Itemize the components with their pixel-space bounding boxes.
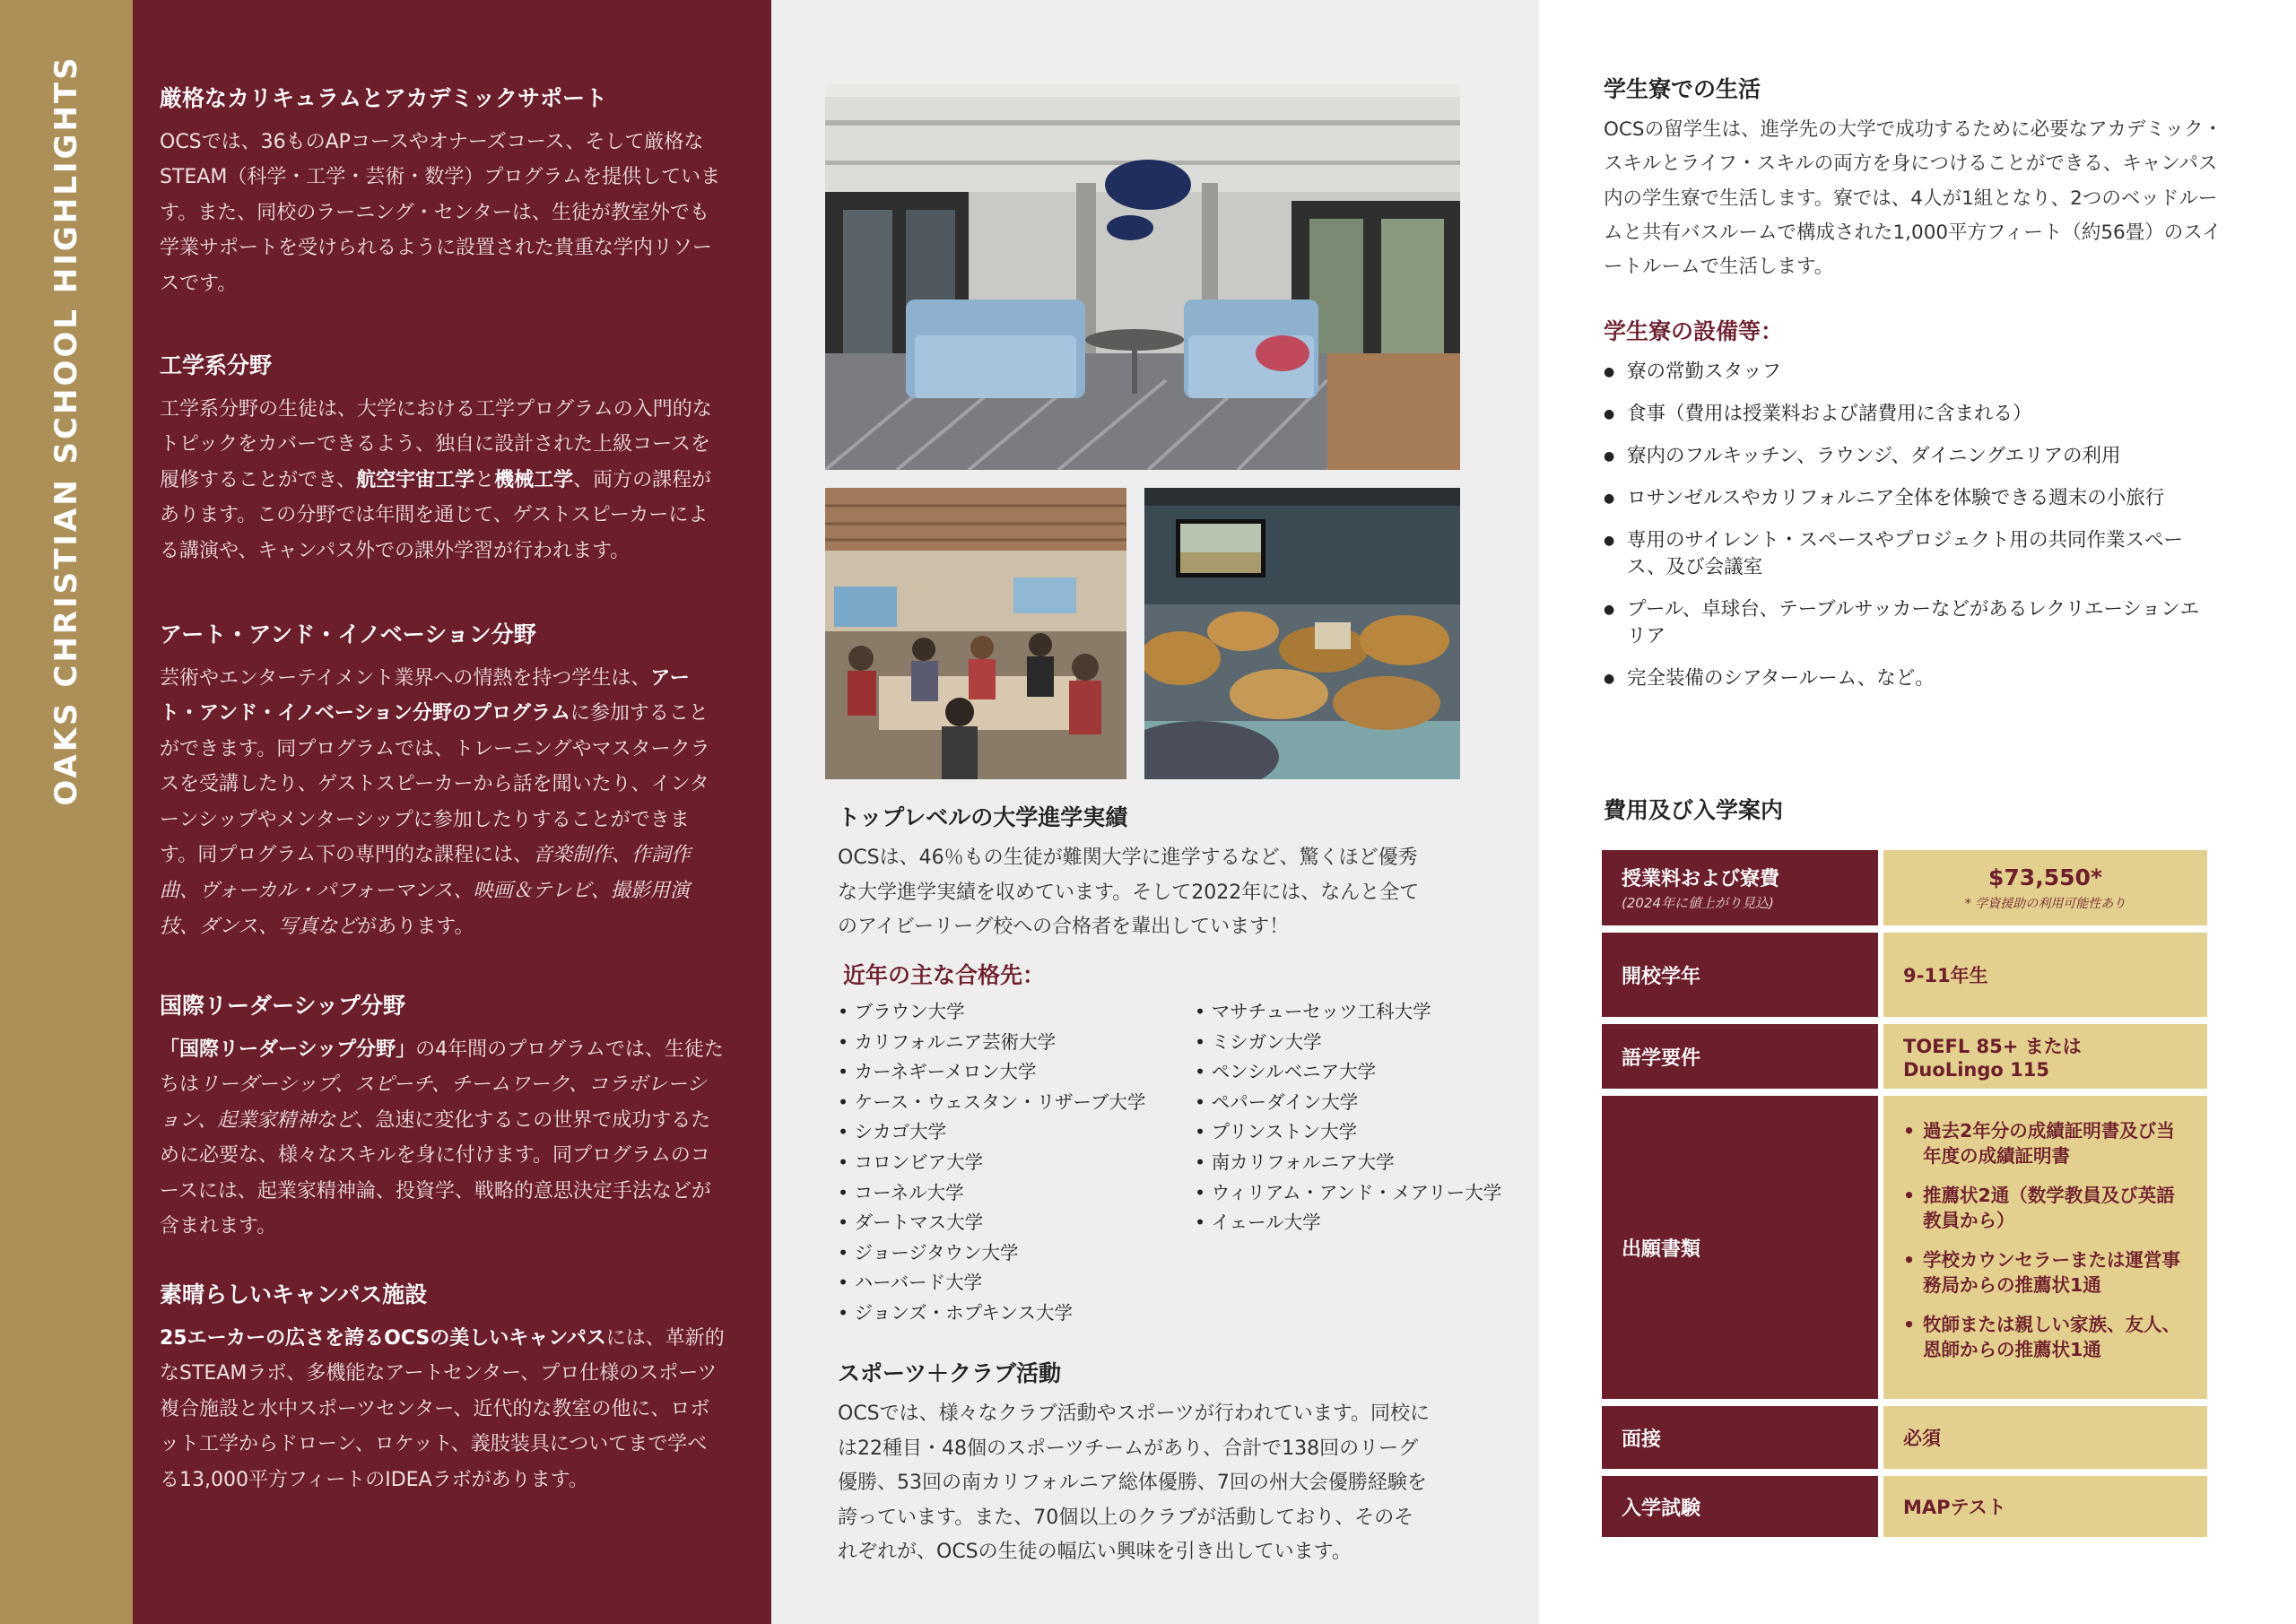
university-item: • 南カリフォルニア大学 xyxy=(1195,1148,1501,1178)
dorm-heading: 学生寮での生活 xyxy=(1604,76,1761,102)
sports-heading: スポーツ＋クラブ活動 xyxy=(838,1360,1062,1386)
engineering-body: 工学系分野の生徒は、大学における工学プログラムの入門的なトピックをカバーできるよう、独自に設計された上級コースを履修することができ、航空宇宙工学と機械工学、両方の課程があります。この分野では年間を通じて、ゲストスピーカーによる講演や、キャンパス外での課外学習が行われます。 xyxy=(160,397,712,562)
facility-item: ● 寮内のフルキッチン、ラウンジ、ダイニングエリアの利用 xyxy=(1604,443,2213,470)
vertical-title: OAKS CHRISTIAN SCHOOL HIGHLIGHTS xyxy=(48,55,84,806)
curriculum-heading: 厳格なカリキュラムとアカデミックサポート xyxy=(160,85,608,111)
exam-label: 入学試験 xyxy=(1602,1476,1878,1537)
university-item: • プリンストン大学 xyxy=(1195,1117,1501,1148)
document-item: • 過去2年分の成績証明書及び当年度の成績証明書 xyxy=(1903,1118,2187,1168)
fees-heading: 費用及び入学案内 xyxy=(1604,797,1784,823)
university-item: • カリフォルニア芸術大学 xyxy=(838,1028,1145,1058)
language-label: 語学要件 xyxy=(1602,1024,1878,1089)
interview-label: 面接 xyxy=(1602,1406,1878,1469)
university-item: • シカゴ大学 xyxy=(838,1117,1145,1148)
tuition-label-cell xyxy=(1602,850,1878,925)
university-list-left xyxy=(838,997,1145,1329)
facility-item: ● 専用のサイレント・スペースやプロジェクト用の共同作業スペース、及び会議室 xyxy=(1604,527,2213,581)
facility-item: ● プール、卓球台、テーブルサッカーなどがあるレクリエーションエリア xyxy=(1604,596,2213,650)
lounge-photo xyxy=(825,84,1460,470)
sports-body: OCSでは、様々なクラブ活動やスポーツが行われています。同校には22種目・48個のスポーツチームがあり、合計で138回のリーグ優勝、53回の南カリフォルニア総体優勝、7回の州大会優勝経験を誇っています。また、70個以上のクラブが活動しており、そのそれぞれが、OCSの生徒の幅広い興味を引き出しています。 xyxy=(838,1403,1431,1563)
engineering-heading: 工学系分野 xyxy=(160,352,273,378)
leadership-section xyxy=(160,992,725,1245)
grades-value: 9-11年生 xyxy=(1883,933,2207,1017)
document-item: • 牧師または親しい家族、友人、恩師からの推薦状1通 xyxy=(1903,1312,2187,1362)
curriculum-section xyxy=(160,84,725,301)
university-item: • ミシガン大学 xyxy=(1195,1028,1501,1058)
arts-section xyxy=(160,621,725,944)
university-item: • ジョージタウン大学 xyxy=(838,1238,1145,1269)
university-item: • ケース・ウェスタン・リザーブ大学 xyxy=(838,1088,1145,1118)
document-item: • 学校カウンセラーまたは運営事務局からの推薦状1通 xyxy=(1903,1247,2187,1298)
leadership-heading: 国際リーダーシップ分野 xyxy=(160,993,406,1019)
dorm-body: OCSの留学生は、進学先の大学で成功するために必要なアカデミック・スキルとライフ・スキルの両方を身につけることができる、キャンパス内の学生寮で生活します。寮では、4人が1組となり、2つのベッドルームと共有バスルームで構成された1,000平方フィート（約56畳）のスイートルームで生活します。 xyxy=(1604,118,2222,279)
campus-section xyxy=(160,1281,725,1498)
classroom-photo xyxy=(825,488,1126,779)
sidebar-strip xyxy=(0,0,133,1624)
university-item: • コーネル大学 xyxy=(838,1178,1145,1209)
university-item: • ダートマス大学 xyxy=(838,1208,1145,1238)
university-list-right xyxy=(1195,997,1501,1238)
highlights-column xyxy=(133,0,771,1624)
interview-value: 必須 xyxy=(1883,1406,2207,1469)
engineering-section xyxy=(160,352,725,569)
arts-body: 芸術やエンターテイメント業界への情熱を持つ学生は、アート・アンド・イノベーション分野のプログラムに参加することができます。同プログラムでは、トレーニングやマスタークラスを受講したり、ゲストスピーカーから話を聞いたり、インターンシップやメンターシップに参加したりすることができます。同プログラム下の専門的な課程には、音楽制作、作詞作曲、ヴォーカル・パフォーマンス、映画＆テレビ、撮影用演技、ダンス、写真などがあります。 xyxy=(160,666,710,938)
grades-label: 開校学年 xyxy=(1602,933,1878,1017)
arts-heading: アート・アンド・イノベーション分野 xyxy=(160,621,536,647)
results-section xyxy=(838,800,1430,945)
results-heading: トップレベルの大学進学実績 xyxy=(838,804,1128,830)
university-item: • ジョンズ・ホプキンス大学 xyxy=(838,1298,1145,1329)
university-item: • ペンシルベニア大学 xyxy=(1195,1057,1501,1088)
facilities-list xyxy=(1604,359,2213,708)
university-item: • ハーバード大学 xyxy=(838,1268,1145,1298)
tuition-value-note: * 学資援助の利用可能性あり xyxy=(1964,896,2126,911)
university-item: • イェール大学 xyxy=(1195,1208,1501,1238)
curriculum-body: OCSでは、36ものAPコースやオナーズコース、そして厳格なSTEAM（科学・工学・芸術・数学）プログラムを提供しています。また、同校のラーニング・センターは、生徒が教室外でも学業サポートを受けられるように設置された貴重な学内リソースです。 xyxy=(160,130,721,295)
university-item: • ブラウン大学 xyxy=(838,997,1145,1028)
tuition-label: 授業料および寮費 xyxy=(1622,868,1780,890)
university-item: • ペパーダイン大学 xyxy=(1195,1088,1501,1118)
documents-label: 出願書類 xyxy=(1602,1096,1878,1399)
tuition-value: $73,550* xyxy=(1988,864,2102,890)
campus-heading: 素晴らしいキャンパス施設 xyxy=(160,1281,428,1307)
university-item: • カーネギーメロン大学 xyxy=(838,1057,1145,1088)
results-body: OCSは、46％もの生徒が難関大学に進学するなど、驚くほど優秀な大学進学実績を収めています。そして2022年には、なんと全てのアイビーリーグ校への合格者を輩出しています！ xyxy=(838,847,1420,938)
exam-value: MAPテスト xyxy=(1883,1476,2207,1537)
facility-item: ● 完全装備のシアタールーム、など。 xyxy=(1604,665,2213,692)
university-item: • コロンビア大学 xyxy=(838,1148,1145,1178)
leadership-body: 「国際リーダーシップ分野」の4年間のプログラムでは、生徒たちはリーダーシップ、スピーチ、チームワーク、コラボレーション、起業家精神など、急速に変化するこの世界で成功するために必要な、様々なスキルを身に付けます。同プログラムのコースには、起業家精神論、投資学、戦略的意思決定手法などが含まれます。 xyxy=(160,1038,724,1238)
results-column xyxy=(771,0,1539,1624)
facility-item: ● 食事（費用は授業料および諸費用に含まれる） xyxy=(1604,401,2213,428)
facilities-heading: 学生寮の設備等： xyxy=(1604,318,1784,344)
university-item: • マサチューセッツ工科大学 xyxy=(1195,997,1501,1028)
documents-value-cell xyxy=(1883,1096,2207,1399)
sports-section xyxy=(838,1356,1430,1570)
university-item: • ウィリアム・アンド・メアリー大学 xyxy=(1195,1178,1501,1209)
tuition-note: (2024年に値上がり見込) xyxy=(1622,895,1774,911)
tuition-value-cell xyxy=(1883,850,2207,925)
facility-item: ● ロサンゼルスやカリフォルニア全体を体験できる週末の小旅行 xyxy=(1604,485,2213,512)
admissions-subheading: 近年の主な合格先： xyxy=(843,962,1046,988)
dorm-column xyxy=(1539,0,2296,1624)
facility-item: ● 寮の常勤スタッフ xyxy=(1604,359,2213,386)
campus-body: 25エーカーの広さを誇るOCSの美しいキャンパスには、革新的なSTEAMラボ、多機能なアートセンター、プロ仕様のスポーツ複合施設と水中スポーツセンター、近代的な教室の他に、ロボット工学からドローン、ロケット、義肢装具についてまで学べる13,000平方フィートのIDEAラボがあります。 xyxy=(160,1326,725,1491)
document-item: • 推薦状2通（数学教員及び英語教員から） xyxy=(1903,1183,2187,1233)
language-value: TOEFL 85+ または DuoLingo 115 xyxy=(1883,1024,2207,1089)
fees-table xyxy=(1602,850,2207,1541)
theater-photo xyxy=(1144,488,1460,779)
documents-list xyxy=(1903,1118,2187,1376)
